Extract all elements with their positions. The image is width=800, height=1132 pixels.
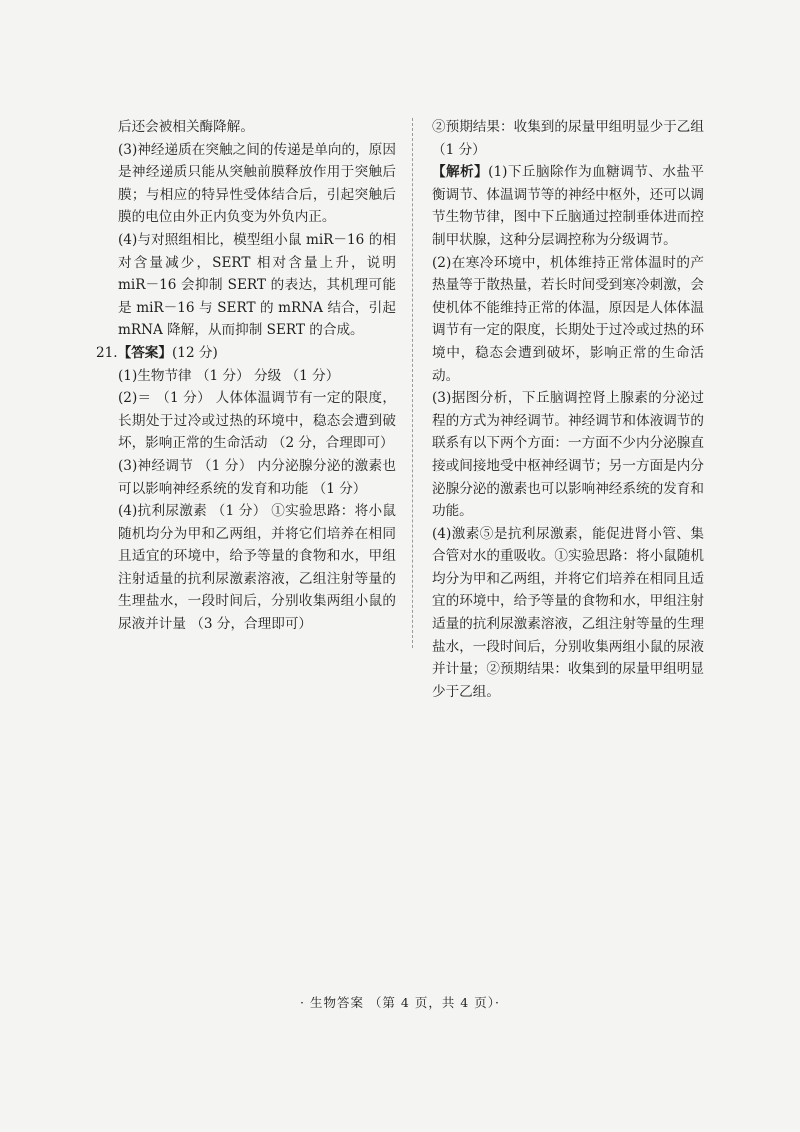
analysis-text-1: (1)下丘脑除作为血糖调节、水盐平衡调节、体温调节等的神经中枢外，还可以调节生物节律，图中下丘脑通过控制垂体进而控制甲状腺，这种分层调控称为分级调节。 bbox=[432, 164, 704, 248]
analysis-tag: 【解析】 bbox=[432, 164, 489, 181]
analysis-part-4: (4)激素⑤是抗利尿激素，能促进肾小管、集合管对水的重吸收。①实验思路：将小鼠随机均分为甲和乙两组，并将它们培养在相同且适宜的环境中，给予等量的食物和水，甲组注射适量的抗利尿激素溶液，乙组注射等量的生理盐水，一段时间后，分别收集两组小鼠的尿液并计量；②预期结果：收集到的尿量甲组明显少于乙组。 bbox=[432, 525, 704, 700]
left-column bbox=[96, 116, 396, 636]
answer-part-3: (3)神经递质在突触之间的传递是单向的，原因是神经递质只能从突触前膜释放作用于突触后膜；与相应的特异性受体结合后，引起突触后膜的电位由外正内负变为外负内正。 bbox=[118, 141, 396, 226]
q21-answer-1: (1)生物节律 （1 分） 分级 （1 分） bbox=[118, 367, 340, 384]
column-divider bbox=[412, 118, 413, 648]
paragraph-continuation: 后还会被相关酶降解。 bbox=[118, 119, 254, 135]
question-points: (12 分) bbox=[172, 344, 218, 361]
analysis-part-1 bbox=[432, 161, 704, 251]
question-number: 21. bbox=[96, 344, 118, 361]
right-column bbox=[432, 116, 704, 703]
q21-answer-3: (3)神经调节 （1 分） 内分泌腺分泌的激素也可以影响神经系统的发育和功能 （1 分） bbox=[118, 457, 396, 497]
q21-expected-result: ②预期结果：收集到的尿量甲组明显少于乙组 （1 分） bbox=[432, 119, 704, 158]
question-21-heading bbox=[96, 342, 396, 365]
page-footer: · 生物答案 （第 4 页，共 4 页）· bbox=[300, 995, 500, 1010]
analysis-part-3: (3)据图分析，下丘脑调控肾上腺素的分泌过程的方式为神经调节。神经调节和体液调节的联系有以下两个方面：一方面不少内分泌腺直接或间接地受中枢神经调节；另一方面是内分泌腺分泌的激素也可以影响神经系统的发育和功能。 bbox=[432, 390, 704, 520]
analysis-part-2: (2)在寒冷环境中，机体维持正常体温时的产热量等于散热量，若长时间受到寒冷刺激，会使机体不能维持正常的体温，原因是人体体温调节有一定的限度，长期处于过冷或过热的环境中，稳态会遭到破坏，影响正常的生命活动。 bbox=[432, 254, 704, 384]
q21-answer-4: (4)抗利尿激素 （1 分） ①实验思路：将小鼠随机均分为甲和乙两组，并将它们培养在相同且适宜的环境中，给予等量的食物和水，甲组注射适量的抗利尿激素溶液，乙组注射等量的生理盐水，一段时间后，分别收集两组小鼠的尿液并计量 （3 分，合理即可） bbox=[118, 503, 396, 633]
answer-part-4: (4)与对照组相比，模型组小鼠 miR－16 的相对含量减少，SERT 相对含量上升，说明 miR－16 会抑制 SERT 的表达，其机理可能是 miR－16 与 SERT 的 mRNA 结合，引起 mRNA 降解，从而抑制 SERT 的合成。 bbox=[118, 231, 396, 339]
q21-answer-2: (2)＝ （1 分） 人体体温调节有一定的限度，长期处于过冷或过热的环境中，稳态会遭到破坏，影响正常的生命活动 （2 分，合理即可） bbox=[118, 390, 396, 452]
answer-tag: 【答案】 bbox=[117, 344, 172, 361]
